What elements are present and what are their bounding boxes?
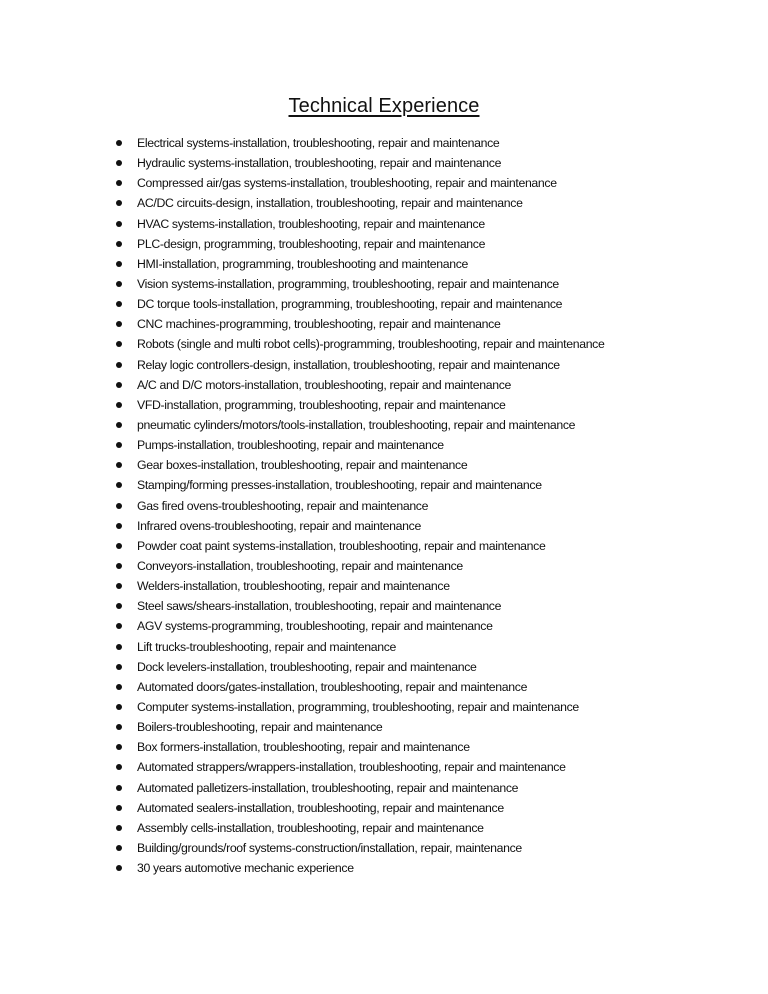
bullet-icon [116,845,122,851]
list-item [0,758,700,778]
list-item-text: Robots (single and multi robot cells)-programming, troubleshooting, repair and maintenance [137,337,605,352]
bullet-icon [116,724,122,730]
bullet-icon [116,503,122,509]
list-item-text: HVAC systems-installation, troubleshooting, repair and maintenance [137,216,485,231]
page-title: Technical Experience [288,95,480,117]
bullet-icon [116,321,122,327]
list-item-text: Powder coat paint systems-installation, troubleshooting, repair and maintenance [137,538,546,553]
list-item [0,154,700,174]
bullet-icon [116,583,122,589]
bullet-icon [116,241,122,247]
list-item-text: Automated strappers/wrappers-installation, troubleshooting, repair and maintenance [137,760,566,775]
list-item [0,859,700,879]
bullet-icon [116,785,122,791]
list-item [0,597,700,617]
list-item [0,678,700,698]
list-item [0,335,700,355]
list-item [0,134,700,154]
list-item-text: Vision systems-installation, programming, troubleshooting, repair and maintenance [137,276,559,291]
list-item-text: VFD-installation, programming, troubleshooting, repair and maintenance [137,397,506,412]
list-item-text: Building/grounds/roof systems-construction/installation, repair, maintenance [137,840,522,855]
list-item [0,779,700,799]
list-item [0,537,700,557]
list-item-text: CNC machines-programming, troubleshooting, repair and maintenance [137,317,501,332]
list-item-text: Automated palletizers-installation, troubleshooting, repair and maintenance [137,780,519,795]
list-item-text: Computer systems-installation, programming, troubleshooting, repair and maintenance [137,699,579,714]
list-item-text: Assembly cells-installation, troubleshooting, repair and maintenance [137,820,484,835]
list-item [0,799,700,819]
list-item [0,658,700,678]
list-item-text: Hydraulic systems-installation, troubleshooting, repair and maintenance [137,156,502,171]
bullet-icon [116,301,122,307]
list-item [0,174,700,194]
list-item-text: Steel saws/shears-installation, troubleshooting, repair and maintenance [137,599,502,614]
bullet-icon [116,664,122,670]
list-item [0,456,700,476]
list-item [0,275,700,295]
list-item-text: PLC-design, programming, troubleshooting, repair and maintenance [137,236,486,251]
list-item [0,194,700,214]
list-item [0,517,700,537]
list-item-text: 30 years automotive mechanic experience [137,861,354,876]
bullet-icon [116,482,122,488]
bullet-icon [116,422,122,428]
list-item-text: Automated sealers-installation, troubleshooting, repair and maintenance [137,800,504,815]
bullet-icon [116,140,122,146]
list-item-text: AGV systems-programming, troubleshooting, repair and maintenance [137,619,493,634]
list-item-text: Pumps-installation, troubleshooting, repair and maintenance [137,438,444,453]
list-item [0,698,700,718]
bullet-icon [116,281,122,287]
list-item-text: Lift trucks-troubleshooting, repair and maintenance [137,639,396,654]
list-item-text: Automated doors/gates-installation, troubleshooting, repair and maintenance [137,679,528,694]
bullet-icon [116,160,122,166]
list-item [0,396,700,416]
list-item-text: Boilers-troubleshooting, repair and maintenance [137,720,383,735]
bullet-icon [116,684,122,690]
list-item [0,416,700,436]
list-item-text: Box formers-installation, troubleshooting, repair and maintenance [137,740,470,755]
bullet-icon [116,603,122,609]
list-item-text: HMI-installation, programming, troubleshooting and maintenance [137,256,469,271]
list-item [0,638,700,658]
list-item-text: pneumatic cylinders/motors/tools-installation, troubleshooting, repair and maintenance [137,417,576,432]
list-item [0,557,700,577]
list-item [0,577,700,597]
bullet-icon [116,523,122,529]
list-item-text: A/C and D/C motors-installation, troubleshooting, repair and maintenance [137,377,511,392]
bullet-icon [116,825,122,831]
bullet-icon [116,402,122,408]
bullet-icon [116,462,122,468]
list-item-text: Conveyors-installation, troubleshooting, repair and maintenance [137,558,463,573]
bullet-icon [116,623,122,629]
list-item [0,819,700,839]
bullet-icon [116,362,122,368]
list-item [0,476,700,496]
list-item [0,315,700,335]
list-item-text: Electrical systems-installation, troubleshooting, repair and maintenance [137,136,500,150]
list-item [0,436,700,456]
list-item [0,356,700,376]
list-item [0,255,700,275]
bullet-icon [116,200,122,206]
bullet-icon [116,382,122,388]
list-item [0,738,700,758]
list-item [0,839,700,859]
experience-list [0,134,700,879]
list-item [0,235,700,255]
list-item-text: Gear boxes-installation, troubleshooting, repair and maintenance [137,458,468,473]
list-item [0,617,700,637]
bullet-icon [116,180,122,186]
bullet-icon [116,261,122,267]
bullet-icon [116,341,122,347]
bullet-icon [116,744,122,750]
bullet-icon [116,644,122,650]
list-item [0,497,700,517]
bullet-icon [116,764,122,770]
list-item-text: Stamping/forming presses-installation, troubleshooting, repair and maintenance [137,478,542,493]
list-item-text: AC/DC circuits-design, installation, troubleshooting, repair and maintenance [137,196,523,211]
bullet-icon [116,704,122,710]
list-item-text: Dock levelers-installation, troubleshooting, repair and maintenance [137,659,477,674]
list-item-text: Gas fired ovens-troubleshooting, repair and maintenance [137,498,429,513]
bullet-icon [116,543,122,549]
list-item [0,718,700,738]
list-item-text: Infrared ovens-troubleshooting, repair and maintenance [137,518,421,533]
list-item-text: Relay logic controllers-design, installation, troubleshooting, repair and maintenance [137,357,560,372]
bullet-icon [116,221,122,227]
bullet-icon [116,563,122,569]
bullet-icon [116,865,122,871]
bullet-icon [116,442,122,448]
list-item-text: DC torque tools-installation, programming, troubleshooting, repair and maintenance [137,297,563,312]
list-item [0,376,700,396]
list-item-text: Welders-installation, troubleshooting, repair and maintenance [137,579,450,594]
list-item [0,295,700,315]
list-item-text: Compressed air/gas systems-installation, troubleshooting, repair and maintenance [137,176,557,191]
bullet-icon [116,805,122,811]
list-item [0,215,700,235]
